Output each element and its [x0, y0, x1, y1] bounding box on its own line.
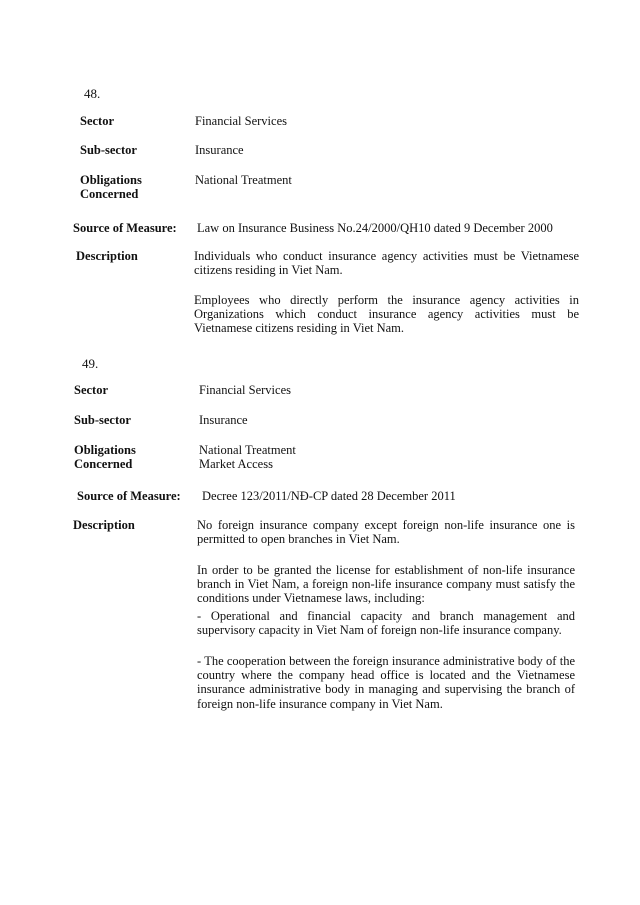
obligations-value	[199, 443, 296, 471]
description-paragraph: Employees who directly perform the insurance agency activities in Organizations which conduct insurance agency activities must be Vietnamese citizens residing in Viet Nam.	[194, 293, 579, 336]
description-paragraph: In order to be granted the license for establishment of non-life insurance branch in Viet Nam, a foreign non-life insurance company must satisfy the conditions under Vietnamese laws, including:	[197, 563, 575, 606]
sector-label: Sector	[74, 383, 109, 397]
subsector-value: Insurance	[195, 143, 244, 157]
source-value: Decree 123/2011/NĐ-CP dated 28 December 2011	[202, 489, 456, 503]
obligations-label	[74, 443, 136, 471]
source-value: Law on Insurance Business No.24/2000/QH10 dated 9 December 2000	[197, 221, 553, 235]
description-label: Description	[73, 518, 135, 532]
obligation-item: Market Access	[199, 457, 273, 472]
obligation-item: National Treatment	[195, 173, 292, 187]
description-paragraph: Individuals who conduct insurance agency activities must be Vietnamese citizens residing in Viet Nam.	[194, 249, 579, 278]
obligations-label	[80, 173, 142, 201]
entry-number: 49.	[82, 356, 99, 371]
obligations-value	[195, 173, 292, 187]
description-paragraph: - The cooperation between the foreign insurance administrative body of the country where the company head office is located and the Vietnamese insurance administrative body in managing and supervising the branch of foreign non-life insurance company in Viet Nam.	[197, 654, 575, 711]
obligation-item: National Treatment	[199, 443, 296, 457]
subsector-label: Sub-sector	[74, 413, 131, 427]
sector-value: Financial Services	[199, 383, 291, 397]
description-label: Description	[76, 249, 138, 263]
source-label: Source of Measure:	[73, 221, 177, 235]
obligations-label-line2: Concerned	[80, 187, 139, 201]
obligations-label-line2: Concerned	[74, 457, 133, 471]
subsector-value: Insurance	[199, 413, 248, 427]
subsector-label: Sub-sector	[80, 143, 137, 157]
source-label: Source of Measure:	[77, 489, 181, 503]
obligations-label-line1: Obligations	[74, 443, 136, 457]
description-paragraph: No foreign insurance company except foreign non-life insurance one is permitted to open branches in Viet Nam.	[197, 518, 575, 547]
sector-value: Financial Services	[195, 114, 287, 128]
entry-number: 48.	[84, 86, 101, 101]
obligations-label-line1: Obligations	[80, 173, 142, 187]
description-paragraph: - Operational and financial capacity and branch management and supervisory capacity in Viet Nam of foreign non-life insurance company.	[197, 609, 575, 638]
sector-label: Sector	[80, 114, 115, 128]
